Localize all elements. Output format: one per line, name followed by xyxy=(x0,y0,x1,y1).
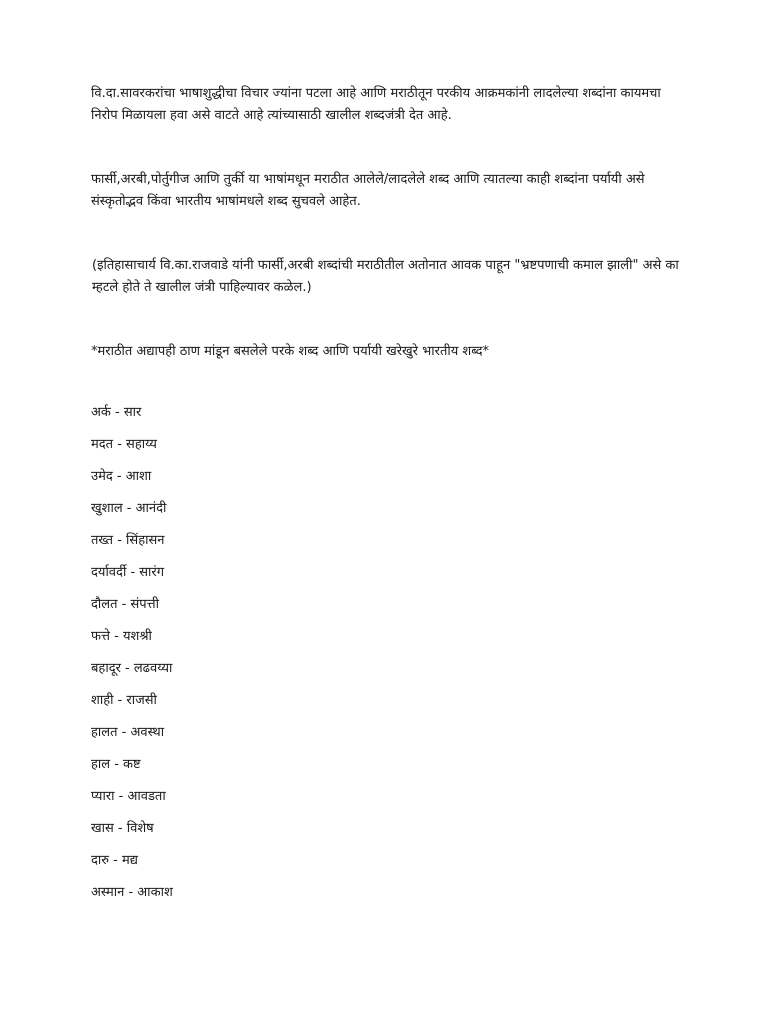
list-item: मदत - सहाय्य xyxy=(91,437,157,452)
list-item: अस्मान - आकाश xyxy=(91,885,173,900)
list-item: हाल - कष्ट xyxy=(91,757,141,772)
list-item: फत्ते - यशश्री xyxy=(91,629,152,644)
intro-paragraph: वि.दा.सावरकरांचा भाषाशुद्धीचा विचार ज्यांना पटला आहे आणि मराठीतून परकीय आक्रमकांनी लादलेल्या शब्दांना कायमचा निरोप मिळायला हवा असे वाटते आहे त्यांच्यासाठी खालील शब्दजंत्री देत आहे. xyxy=(91,86,661,123)
list-item: दौलत - संपत्ती xyxy=(91,597,159,612)
list-item: दर्यावर्दी - सारंग xyxy=(91,565,165,580)
list-item: अर्क - सार xyxy=(91,405,142,420)
list-item: दारु - मद्य xyxy=(91,853,138,868)
list-item: खास - विशेष xyxy=(91,821,154,836)
explanation-paragraph: फार्सी,अरबी,पोर्तुगीज आणि तुर्की या भाषांमधून मराठीत आलेले/लादलेले शब्द आणि त्यातल्या काही शब्दांना पर्यायी असे संस्कृतोद्भव किंवा भारतीय भाषांमधले शब्द सुचवले आहेत. xyxy=(91,172,645,209)
list-item: तख्त - सिंहासन xyxy=(91,533,165,548)
list-item: उमेद - आशा xyxy=(91,469,152,484)
word-pair-list xyxy=(91,401,173,913)
list-item: प्यारा - आवडता xyxy=(91,789,166,804)
list-item: बहादूर - लढवय्या xyxy=(91,661,173,676)
list-item: शाही - राजसी xyxy=(91,693,157,708)
list-item: हालत - अवस्था xyxy=(91,725,165,740)
list-heading: *मराठीत अद्यापही ठाण मांडून बसलेले परके शब्द आणि पर्यायी खरेखुरे भारतीय शब्द* xyxy=(91,344,489,359)
quote-paragraph: (इतिहासाचार्य वि.का.राजवाडे यांनी फार्सी,अरबी शब्दांची मराठीतील अतोनात आवक पाहून "भ्रष्टपणाची कमाल झाली" असे का म्हटले होते ते खालील जंत्री पाहिल्यावर कळेल.) xyxy=(92,258,679,295)
list-item: खुशाल - आनंदी xyxy=(91,501,167,516)
